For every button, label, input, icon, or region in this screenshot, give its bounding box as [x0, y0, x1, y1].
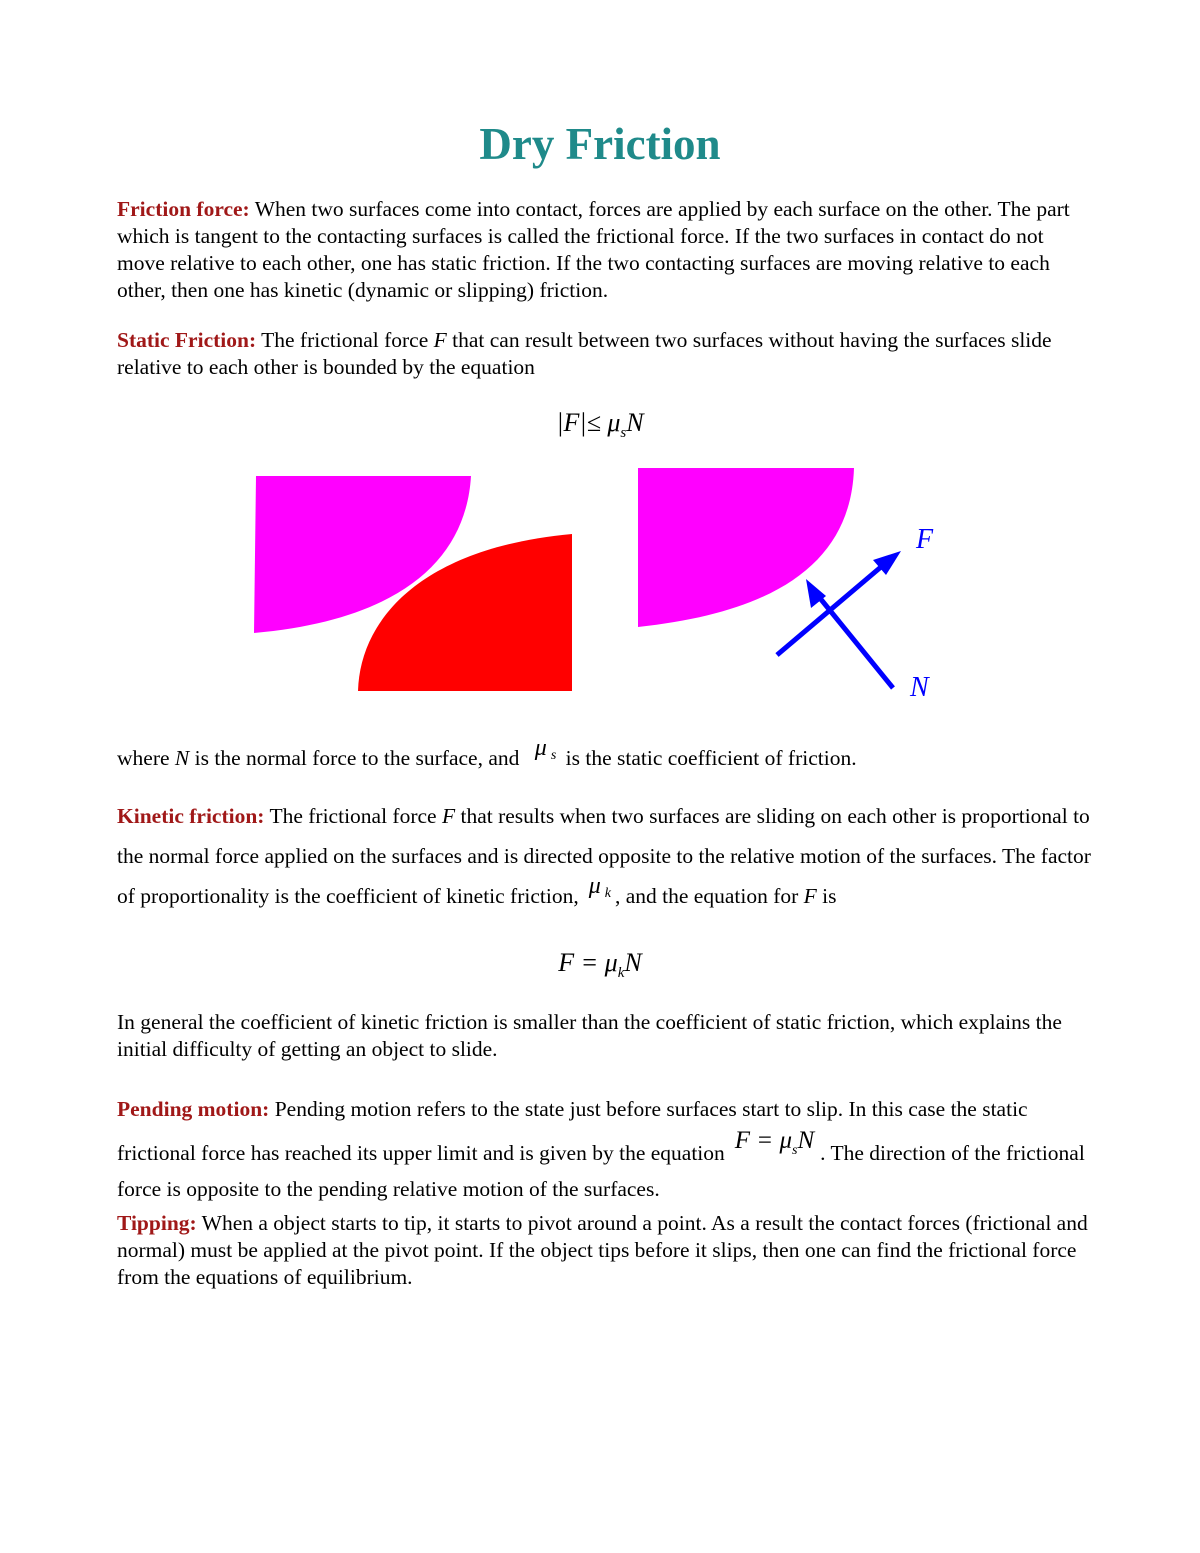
kinetic-friction-paragraph — [117, 796, 1092, 916]
static-friction-equation — [0, 408, 1200, 442]
label-f: F — [916, 524, 934, 555]
kinetic-friction-term: Kinetic friction: — [117, 804, 265, 828]
where-text-c: is the static coefficient of friction. — [560, 746, 857, 770]
eq-kinetic-lhs: F = — [558, 948, 605, 977]
static-friction-text-a: The frictional force — [256, 328, 434, 352]
where-text-b: is the normal force to the surface, and — [189, 746, 525, 770]
static-friction-text-b: that can result between two surfaces without having the surfaces slide relative to each other is bounded by the equation — [117, 328, 1052, 379]
label-n: N — [910, 672, 929, 700]
tipping-term: Tipping: — [117, 1211, 197, 1235]
page-title: Dry Friction — [479, 119, 721, 169]
kinetic-text-d: is — [816, 884, 837, 908]
pending-equation — [735, 1127, 814, 1164]
static-friction-term: Static Friction: — [117, 328, 257, 352]
eq-kinetic-sub: k — [617, 965, 625, 982]
friction-force-text: When two surfaces come into contact, forces are applied by each surface on the other. The part which is tangent to the contacting surfaces is called the frictional force. If the two surfaces in contact do not move relative to each other, one has static friction. If the two contacting surfaces are moving relative to each other, then one has kinetic (dynamic or slipping) friction. — [117, 197, 1070, 302]
tipping-paragraph — [117, 1210, 1092, 1291]
kinetic-text-a: The frictional force — [264, 804, 442, 828]
kinetic-text-b: that results when two surfaces are sliding on each other is proportional to the normal force applied on the surfaces and is directed opposite to the relative motion of the surfaces. The factor of proportionality is the coefficient of kinetic friction, — [117, 804, 1091, 908]
where-text-a: where — [117, 746, 175, 770]
kinetic-sub: k — [604, 886, 611, 901]
eq-static-rhs: N — [626, 408, 644, 437]
eq-kinetic-mu: μ — [604, 948, 618, 977]
eq-static-lhs: |F|≤ — [556, 408, 608, 437]
general-note-paragraph: In general the coefficient of kinetic friction is smaller than the coefficient of static friction, which explains the initial difficulty of getting an object to slide. — [117, 1010, 1062, 1061]
kinetic-var-f: F — [441, 804, 456, 828]
eq-static-sub: s — [620, 425, 627, 442]
kinetic-var-f2: F — [803, 884, 817, 908]
kinetic-text-c: , and the equation for — [614, 884, 804, 908]
pending-eq-lhs: F = — [734, 1127, 780, 1154]
kinetic-friction-equation — [0, 948, 1200, 982]
pending-text-b: . The direction of the frictional force is opposite to the pending relative motion of the surfaces. — [117, 1141, 1085, 1201]
kinetic-mu: μ — [588, 873, 601, 899]
normal-arrow-line — [815, 592, 893, 688]
where-mu: μ — [534, 735, 547, 761]
pending-motion-term: Pending motion: — [117, 1097, 270, 1121]
static-friction-var-f: F — [433, 328, 447, 352]
friction-force-term: Friction force: — [117, 197, 250, 221]
friction-force-paragraph — [117, 196, 1092, 304]
static-friction-paragraph — [117, 327, 1092, 381]
pending-eq-sub: s — [792, 1143, 798, 1158]
eq-static-mu: μ — [607, 408, 621, 437]
where-var-n: N — [174, 746, 190, 770]
where-sub: s — [550, 748, 557, 763]
friction-figure — [0, 460, 1200, 700]
eq-kinetic-rhs: N — [624, 948, 642, 977]
tipping-text: When a object starts to tip, it starts to pivot around a point. As a result the contact forces (frictional and normal) must be applied at the pivot point. If the object tips before it slips, then one can find the frictional force from the equations of equilibrium. — [117, 1211, 1088, 1289]
pending-eq-mu: μ — [779, 1127, 792, 1154]
pending-text-a: Pending motion refers to the state just before surfaces start to slip. In this case the static frictional force has reached its upper limit and is given by the equation — [117, 1097, 1028, 1165]
pending-motion-paragraph — [117, 1087, 1092, 1203]
where-paragraph — [117, 735, 1092, 775]
pending-eq-rhs: N — [797, 1127, 815, 1154]
